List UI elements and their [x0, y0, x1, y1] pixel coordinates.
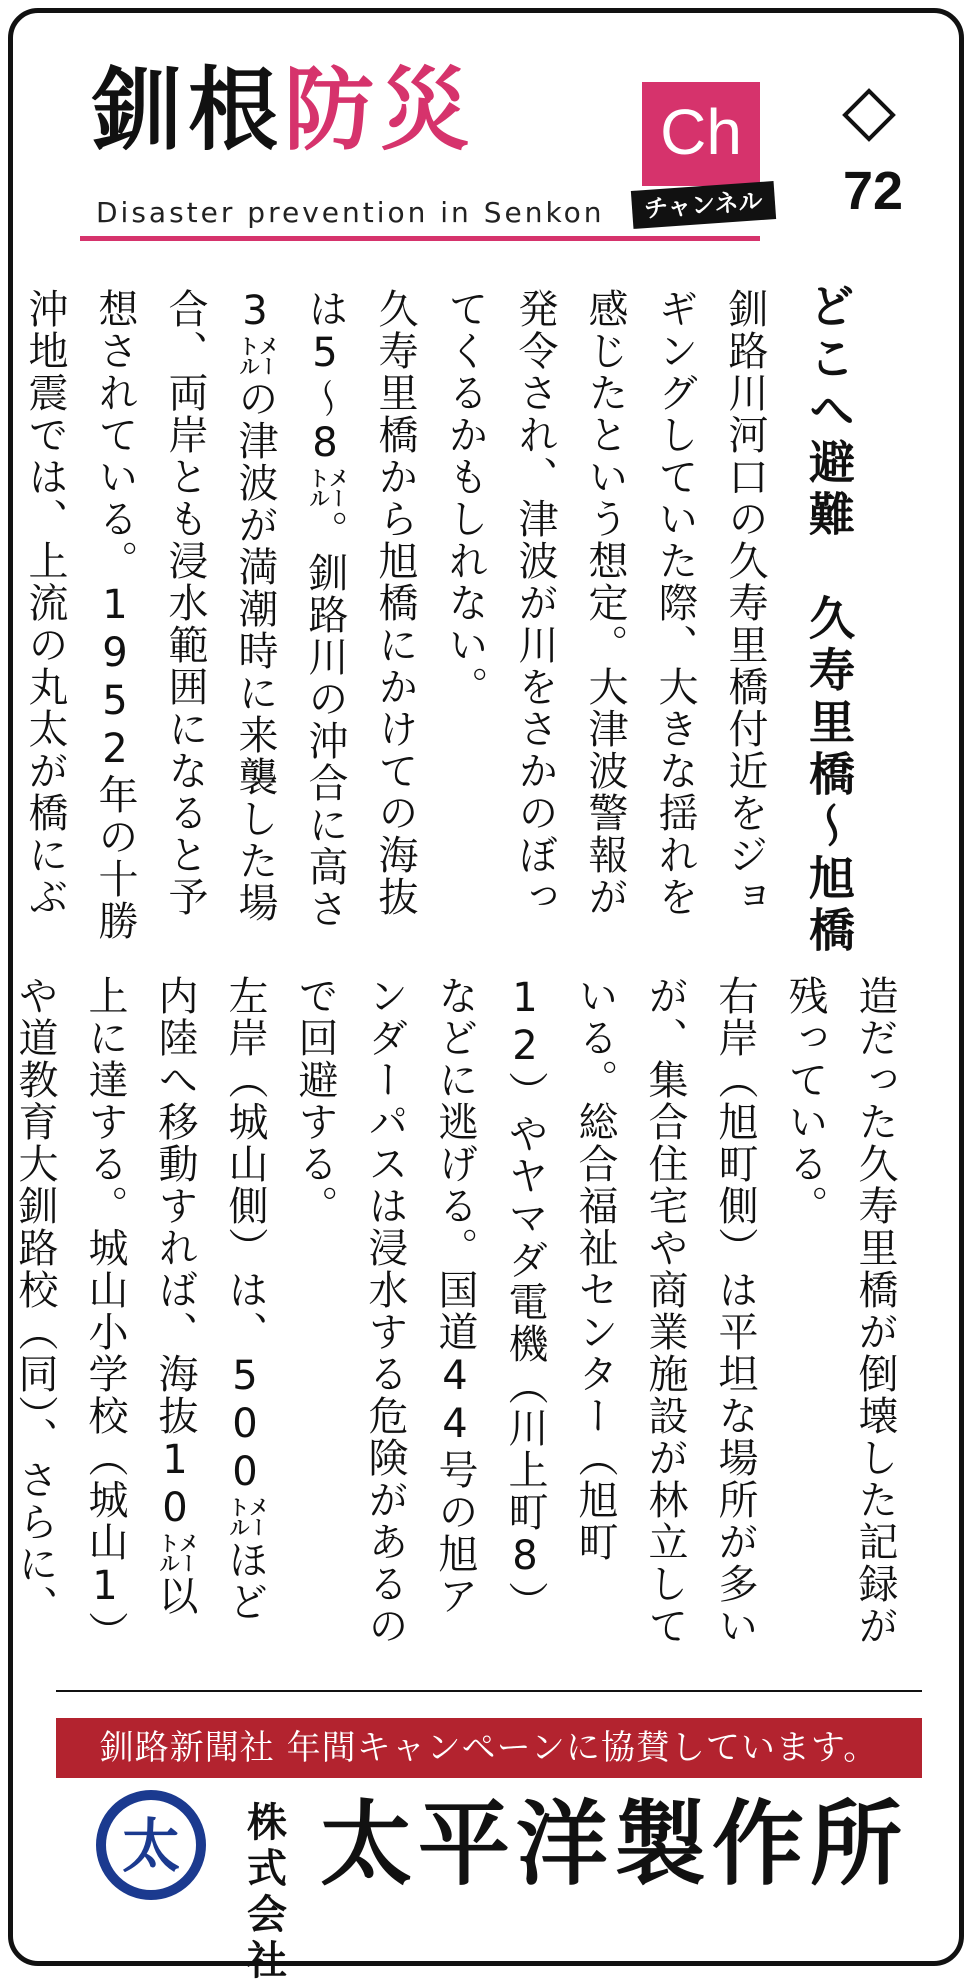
article-body-upper	[22, 288, 780, 948]
sponsor-banner: 釧路新聞社 年間キャンペーンに協賛しています。	[56, 1718, 922, 1778]
paragraph-text: 左岸（城山側）は、500㍍ほど内陸へ移動すれば、海抜10㍍以上に達する。城山小学校（城山1）や道教育大釧路校（同）、さらに、	[12, 975, 268, 1653]
paragraph: 久寿里橋から旭橋にかけての海抜は5〜8㍍。釧路川の沖合に高さ3㍍の津波が満潮時に来襲した場合、両岸とも浸水範囲になると予想されている。1952年の十勝沖地震では、上流の丸太が橋にぶ	[22, 288, 418, 942]
company-name: 太平洋製作所	[320, 1791, 909, 1898]
issue-number: 72	[843, 161, 904, 221]
channel-box: Ch	[642, 82, 760, 186]
paragraph: 右岸（旭町側）は平坦な場所が多いが、集合住宅や商業施設が林立している。総合福祉センター（旭町12）やヤマダ電機（川上町8）などに逃げる。国道44号の旭アンダーパスは浸水する危険があるので回避する。	[292, 975, 758, 1647]
column-subtitle: Disaster prevention in Senkon	[96, 196, 605, 229]
paragraph: 釧路川河口の久寿里橋付近をジョギングしていた際、大きな揺れを感じたという想定。大津波警報が発令され、津波が川をさかのぼってくるかもしれない。	[442, 288, 768, 918]
paragraph	[0, 975, 280, 1655]
channel-tag: チャンネル	[631, 181, 776, 229]
title-part-1: 釧根	[92, 58, 284, 163]
article-body-lower	[12, 975, 910, 1655]
title-part-2: 防災	[284, 58, 476, 163]
company-logo-icon: 太	[96, 1790, 206, 1900]
article-headline: どこへ避難 久寿里橋〜旭橋	[802, 282, 856, 958]
company-type: 株式会社	[247, 1800, 287, 1984]
divider	[56, 1690, 922, 1692]
title-underline	[80, 236, 760, 241]
column-title	[92, 58, 476, 163]
paragraph: 造だった久寿里橋が倒壊した記録が残っている。	[782, 975, 898, 1647]
